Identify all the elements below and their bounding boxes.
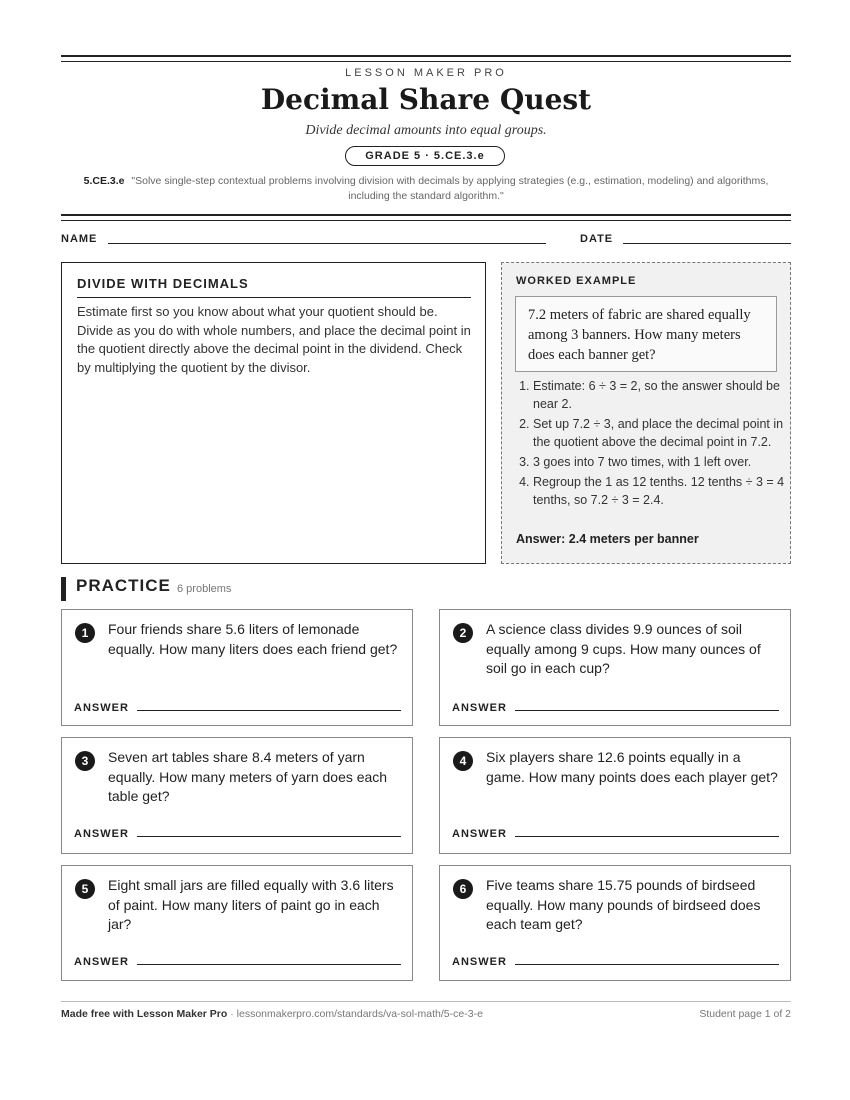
divide-heading-rule	[77, 297, 471, 298]
date-field[interactable]	[623, 243, 791, 244]
standard-description	[71, 174, 781, 204]
problem-text: Five teams share 15.75 pounds of birdseed equally. How many pounds of birdseed does each team get?	[486, 877, 761, 932]
standard-text: "Solve single-step contextual problems involving division with decimals by applying strategies (e.g., estimation, modeling) and algorithms, including the standard algorithm."	[131, 175, 769, 202]
answer-label: ANSWER	[74, 702, 129, 714]
worked-example-answer: Answer: 2.4 meters per banner	[516, 532, 699, 546]
worked-step: 1. Estimate: 6 ÷ 3 = 2, so the answer should be near 2.	[533, 377, 795, 413]
answer-field[interactable]	[137, 836, 401, 837]
divide-with-decimals-box	[61, 262, 486, 564]
answer-field[interactable]	[137, 710, 401, 711]
worked-step: 4. Regroup the 1 as 12 tenths. 12 tenths ÷ 3 = 4 tenths, so 7.2 ÷ 3 = 2.4.	[533, 473, 795, 509]
standard-code: 5.CE.3.e	[83, 175, 125, 187]
answer-label: ANSWER	[452, 956, 507, 968]
footer-credit	[61, 1008, 483, 1020]
divide-body: Estimate first so you know about what your quotient should be. Divide as you do with whole numbers, and place the decimal point in the quotient directly above the decimal point in the dividend. Check by multiplying the quotient by the divisor.	[77, 304, 471, 375]
grade-badge: GRADE 5 · 5.CE.3.e	[345, 146, 505, 166]
footer-rule	[61, 1001, 791, 1002]
answer-label: ANSWER	[452, 828, 507, 840]
problem-number: 2	[453, 623, 473, 643]
date-label: DATE	[580, 233, 614, 245]
worked-example-label: WORKED EXAMPLE	[516, 275, 637, 287]
worked-step: 3. 3 goes into 7 two times, with 1 left over.	[533, 453, 795, 471]
header-bottom-rule	[61, 214, 791, 221]
problem-card-5	[61, 865, 413, 981]
practice-accent-bar	[61, 577, 66, 601]
problem-card-1	[61, 609, 413, 726]
problem-number: 3	[75, 751, 95, 771]
problem-text: A science class divides 9.9 ounces of soil equally among 9 cups. How many ounces of soil go in each cup?	[486, 621, 761, 676]
answer-field[interactable]	[515, 964, 779, 965]
answer-label: ANSWER	[74, 956, 129, 968]
name-label: NAME	[61, 233, 98, 245]
practice-heading: PRACTICE	[76, 576, 171, 595]
problem-text: Six players share 12.6 points equally in a game. How many points does each player get?	[486, 749, 778, 785]
practice-count: 6 problems	[177, 583, 232, 595]
problem-card-4	[439, 737, 791, 854]
problem-number: 4	[453, 751, 473, 771]
answer-label: ANSWER	[74, 828, 129, 840]
problem-card-3	[61, 737, 413, 854]
page-subtitle: Divide decimal amounts into equal groups.	[305, 123, 547, 138]
worked-example-problem: 7.2 meters of fabric are shared equally among 3 banners. How many meters does each banner get?	[515, 296, 777, 372]
worked-step: 2. Set up 7.2 ÷ 3, and place the decimal point in the quotient above the decimal point in 7.2.	[533, 415, 795, 451]
problem-text: Eight small jars are filled equally with 3.6 liters of paint. How many liters of paint go in each jar?	[108, 877, 394, 932]
top-double-rule	[61, 55, 791, 62]
worked-example-box	[501, 262, 791, 564]
brand-name: LESSON MAKER PRO	[345, 67, 507, 79]
page-title: Decimal Share Quest	[260, 83, 592, 116]
answer-field[interactable]	[515, 710, 779, 711]
answer-field[interactable]	[515, 836, 779, 837]
problem-text: Seven art tables share 8.4 meters of yarn equally. How many meters of yarn does each table get?	[108, 749, 388, 804]
problem-card-2	[439, 609, 791, 726]
worked-example-steps	[515, 377, 795, 511]
answer-label: ANSWER	[452, 702, 507, 714]
footer-made-with: Made free with Lesson Maker Pro	[61, 1008, 228, 1020]
answer-field[interactable]	[137, 964, 401, 965]
footer-url[interactable]: · lessonmakerpro.com/standards/va-sol-math/5-ce-3-e	[227, 1008, 483, 1020]
name-field[interactable]	[108, 243, 546, 244]
divide-heading: DIVIDE WITH DECIMALS	[77, 276, 249, 291]
problem-text: Four friends share 5.6 liters of lemonade equally. How many liters does each friend get?	[108, 621, 398, 657]
problem-number: 1	[75, 623, 95, 643]
problem-number: 6	[453, 879, 473, 899]
problem-number: 5	[75, 879, 95, 899]
problem-card-6	[439, 865, 791, 981]
footer-page-number: Student page 1 of 2	[699, 1008, 791, 1020]
